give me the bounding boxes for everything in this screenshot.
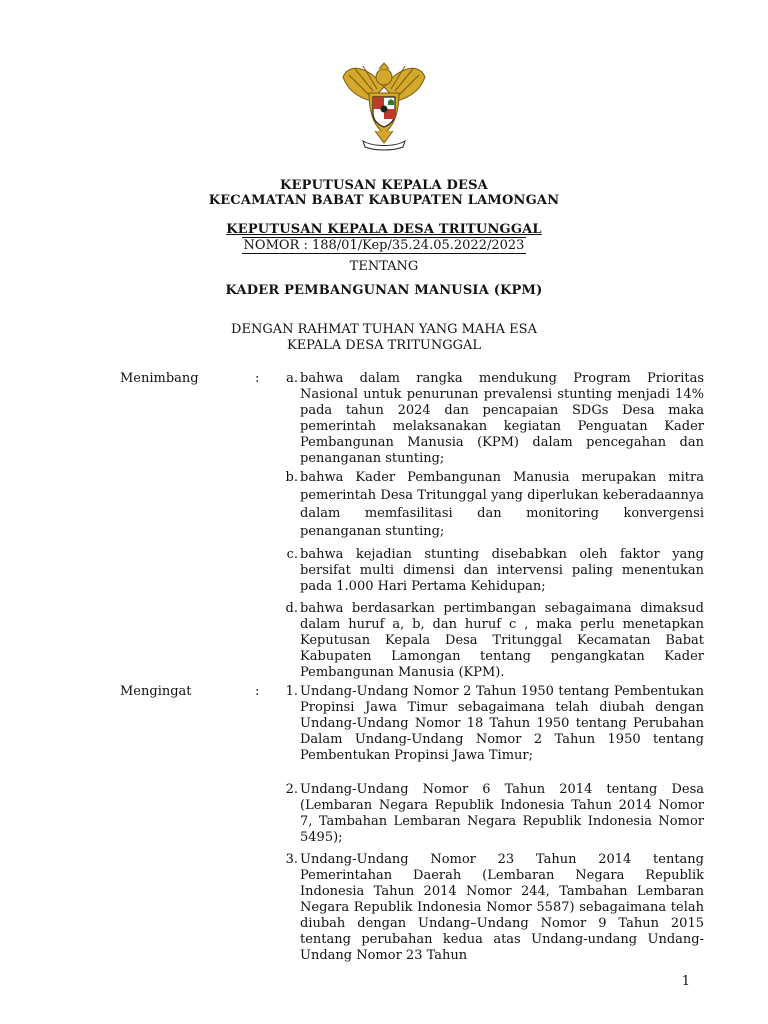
item-text: Undang-Undang Nomor 2 Tahun 1950 tentang Pembentukan Propinsi Jawa Timur sebagaimana telah diubah dengan Undang-Undang Nomor 18 Tahun 1950 tentang Perubahan Dalam Undang-Undang Nomor 2 Tahun 1950 tentang Pembentukan Propinsi Jawa Timur; [300,684,704,763]
mengingat-colon: : [255,684,260,699]
item-marker: c. [286,547,298,562]
item-marker: 2. [285,782,298,797]
garuda-emblem-icon [339,57,429,155]
menimbang-colon: : [255,371,260,386]
decree-subject: KADER PEMBANGUNAN MANUSIA (KPM) [225,283,543,298]
item-marker: 3. [285,852,298,867]
header-line-1: KEPUTUSAN KEPALA DESA [280,178,488,193]
page-number: 1 [681,974,690,989]
mengingat-item [270,684,704,764]
menimbang-item [270,601,704,681]
item-text: bahwa kejadian stunting disebabkan oleh faktor yang bersifat multi dimensi dan intervensi paling menentukan pada 1.000 Hari Pertama Kehidupan; [300,547,704,594]
item-marker: 1. [285,684,298,699]
item-text: bahwa dalam rangka mendukung Program Prioritas Nasional untuk penurunan prevalensi stunting menjadi 14% pada tahun 2024 dan pencapaian SDGs Desa maka pemerintah melaksanakan kegiatan Penguatan Kader Pembangunan Manusia (KPM) dalam pencegahan dan penanganan stunting; [300,371,704,466]
menimbang-item [270,547,704,595]
item-marker: d. [285,601,298,616]
item-text: bahwa berdasarkan pertimbangan sebagaimana dimaksud dalam huruf a, b, dan huruf c , maka perlu menetapkan Keputusan Kepala Desa Tritunggal Kecamatan Babat Kabupaten Lamongan tentang pengangkatan Kader Pembangunan Manusia (KPM). [300,601,704,680]
item-marker: a. [286,371,298,386]
item-text: bahwa Kader Pembangunan Manusia merupakan mitra pemerintah Desa Tritunggal yang diperlukan keberadaannya dalam memfasilitasi dan monitoring konvergensi penanganan stunting; [300,470,704,539]
decree-title-text: KEPUTUSAN KEPALA DESA TRITUNGGAL [226,222,542,237]
item-marker: b. [285,470,298,485]
menimbang-item [270,469,704,541]
menimbang-item [270,371,704,467]
invocation-line-1: DENGAN RAHMAT TUHAN YANG MAHA ESA [231,322,537,337]
menimbang-label: Menimbang [120,371,199,386]
invocation-line-2: KEPALA DESA TRITUNGGAL [286,338,482,353]
mengingat-item [270,852,704,964]
decree-number [0,238,768,253]
tentang-label: TENTANG [349,259,419,274]
item-text: Undang-Undang Nomor 23 Tahun 2014 tentang Pemerintahan Daerah (Lembaran Negara Republik Indonesia Tahun 2014 Nomor 244, Tambahan Lembaran Negara Republik Indonesia Nomor 5587) sebagaimana telah diubah dengan Undang–Undang Nomor 9 Tahun 2015 tentang perubahan kedua atas Undang-undang Undang-Undang Nomor 23 Tahun [300,852,704,963]
item-text: Undang-Undang Nomor 6 Tahun 2014 tentang Desa (Lembaran Negara Republik Indonesia Tahun 2014 Nomor 7, Tambahan Lembaran Negara Republik Indonesia Nomor 5495); [300,782,704,845]
decree-title [0,222,768,237]
header-line-2: KECAMATAN BABAT KABUPATEN LAMONGAN [208,193,560,208]
mengingat-item [270,782,704,846]
mengingat-label: Mengingat [120,684,192,699]
decree-number-text: NOMOR : 188/01/Kep/35.24.05.2022/2023 [243,238,525,253]
